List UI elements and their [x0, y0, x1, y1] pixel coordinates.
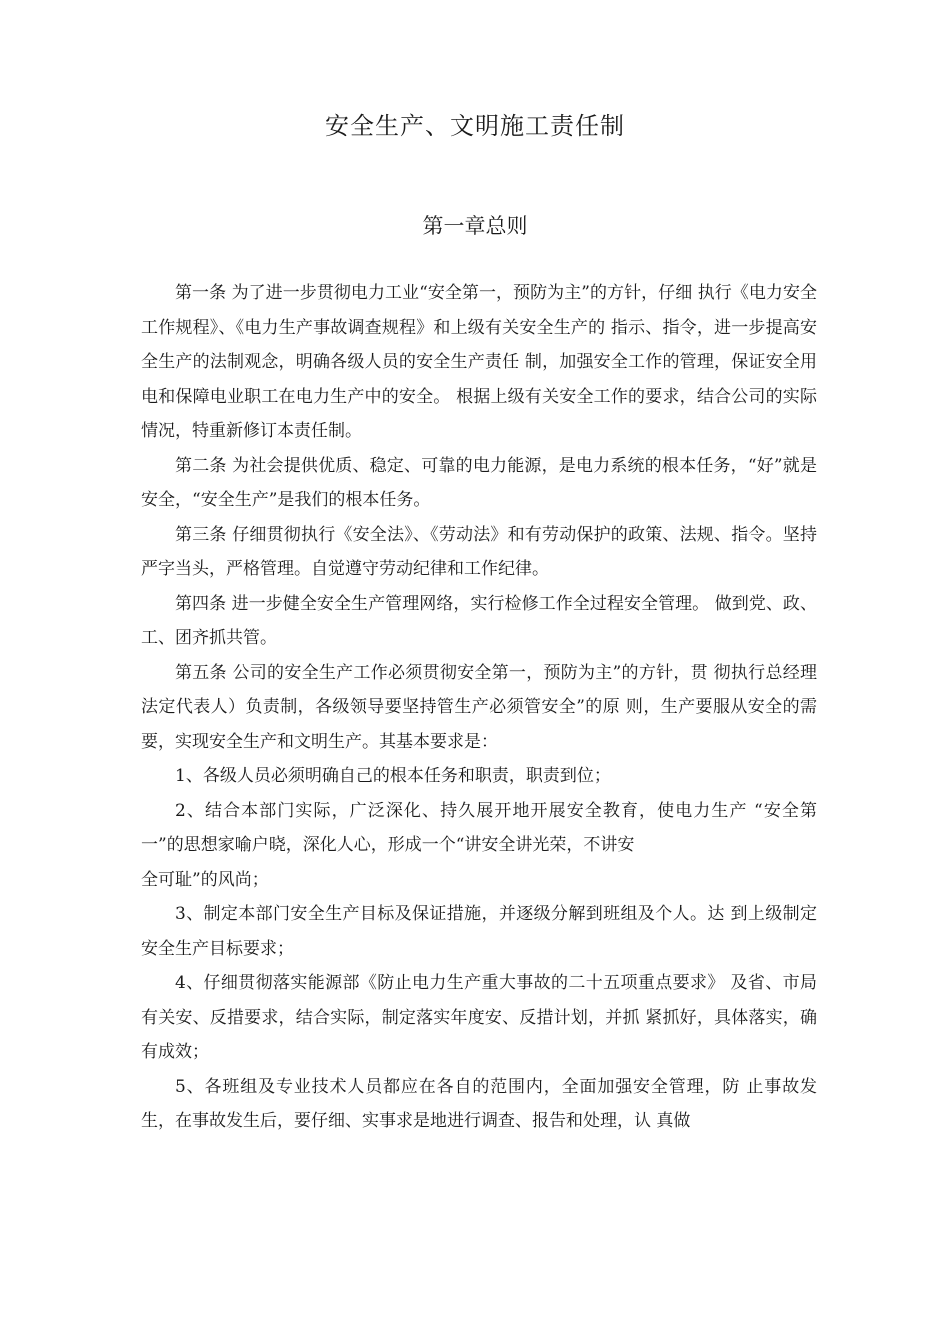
requirement-3: 3、制定本部门安全生产目标及保证措施，并逐级分解到班组及个人。达 到上级制定安全生产目标要求； — [141, 904, 817, 959]
chapter-heading: 第一章总则 — [422, 214, 528, 238]
article-4: 第四条 进一步健全安全生产管理网络，实行检修工作全过程安全管理。 做到党、政、工、团齐抓共管。 — [141, 593, 817, 648]
requirement-1: 1、各级人员必须明确自己的根本任务和职责，职责到位； — [175, 766, 611, 786]
requirement-2: 2、结合本部门实际，广泛深化、持久展开地开展安全教育，使电力生产 “安全第一”的思想家喻户晓，深化人心，形成一个“讲安全讲光荣，不讲安 — [141, 800, 817, 855]
requirement-4: 4、仔细贯彻落实能源部《防止电力生产重大事故的二十五项重点要求》 及省、市局有关安、反措要求，结合实际，制定落实年度安、反措计划，并抓 紧抓好，具体落实，确有成效； — [141, 973, 817, 1062]
document-body — [141, 276, 817, 1139]
article-2: 第二条 为社会提供优质、稳定、可靠的电力能源，是电力系统的根本任务，“好”就是安全，“安全生产”是我们的根本任务。 — [141, 455, 817, 510]
article-5: 第五条 公司的安全生产工作必须贯彻安全第一，预防为主”的方针，贯 彻执行总经理法定代表人）负责制，各级领导要坚持管生产必须管安全”的原 则，生产要服从安全的需要，实现安全生产和文明生产。其基本要求是： — [141, 662, 817, 752]
requirement-5: 5、各班组及专业技术人员都应在各自的范围内，全面加强安全管理，防 止事故发生，在事故发生后，要仔细、实事求是地进行调查、报告和处理，认 真做 — [141, 1076, 817, 1131]
document-title: 安全生产、文明施工责任制 — [325, 112, 625, 140]
requirement-2-continued: 全可耻”的风尚； — [141, 869, 269, 890]
article-3: 第三条 仔细贯彻执行《安全法》、《劳动法》和有劳动保护的政策、法规、指令。坚持严字当头，严格管理。自觉遵守劳动纪律和工作纪律。 — [141, 524, 817, 579]
article-1: 第一条 为了进一步贯彻电力工业“安全第一，预防为主”的方针，仔细 执行《电力安全工作规程》、《电力生产事故调查规程》和上级有关安全生产的 指示、指令，进一步提高安全生产的法制观念，明确各级人员的安全生产责任 制，加强安全工作的管理，保证安全用电和保障电业职工在电力生产中的安全。 根据上级有关安全工作的要求，结合公司的实际情况，特重新修订本责任制。 — [141, 283, 817, 441]
